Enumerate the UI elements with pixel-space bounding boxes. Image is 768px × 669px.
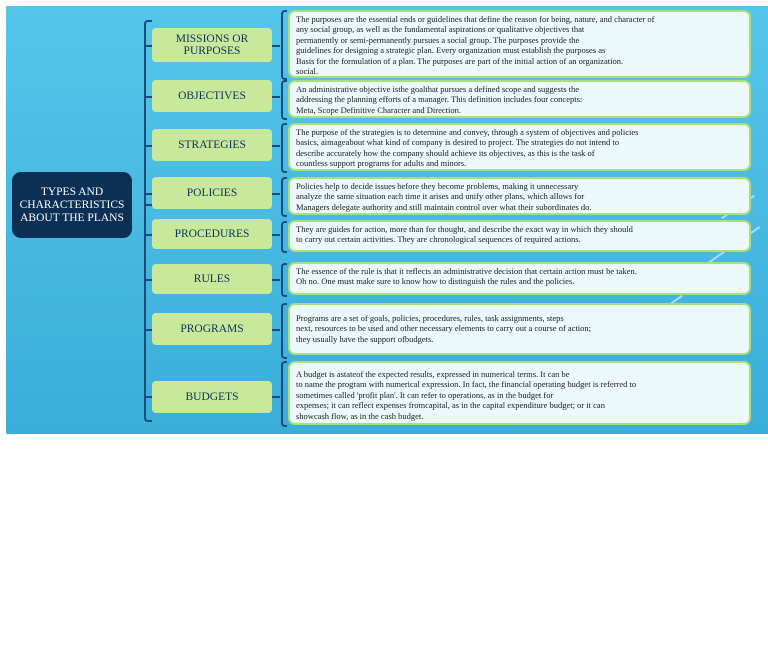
description-policies	[288, 177, 751, 215]
description-rules	[288, 262, 751, 295]
description-strategies	[288, 123, 751, 171]
description-line: Meta, Scope Definitive Character and Direction.	[296, 104, 461, 115]
category-label: POLICIES	[186, 187, 238, 199]
category-budgets	[152, 381, 272, 413]
category-connector	[272, 145, 280, 147]
description-bracket	[281, 10, 287, 80]
category-label: PROCEDURES	[174, 228, 250, 240]
description-line: Basis for the formulation of a plan. The purposes are part of the initial action of an organization.	[296, 55, 624, 66]
category-connector	[272, 96, 280, 98]
root-label: TYPES AND CHARACTERISTICS ABOUT THE PLANS	[19, 185, 125, 224]
description-line: Policies help to decide issues before they become problems, making it unnecessary	[296, 181, 579, 191]
description-line: basics, aimageabout what kind of company is desired to project. The strategies do not intend to	[296, 137, 619, 148]
description-line: The purposes are the essential ends or guidelines that define the reason for being, nature, and character of	[296, 14, 655, 24]
category-connector	[272, 45, 280, 47]
category-programs	[152, 313, 272, 345]
description-line: They are guides for action, more than for thought, and describe the exact way in which they should	[296, 224, 633, 234]
description-bracket	[281, 361, 287, 427]
description-line: social.	[296, 66, 318, 77]
diagram-canvas	[6, 6, 768, 434]
description-line: guidelines for designing a strategic plan. Every organization must establish the purposes as	[296, 45, 606, 56]
category-label: OBJECTIVES	[178, 90, 246, 102]
description-line: next, resources to be used and other necessary elements to carry out a course of action;	[296, 323, 592, 334]
description-line: to name the program with numerical expression. In fact, the financial operating budget is referred to	[296, 379, 637, 390]
description-procedures	[288, 220, 751, 252]
description-line: countless support programs for adults and minors.	[296, 158, 467, 169]
description-line: A budget is astateof the expected results, expressed in numerical terms. It can be	[296, 369, 570, 379]
description-line: Programs are a set of goals, policies, procedures, rules, task assignments, steps	[296, 313, 564, 323]
main-bracket	[144, 20, 152, 422]
category-label: MISSIONS OR PURPOSES	[175, 33, 249, 57]
category-policies	[152, 177, 272, 209]
description-bracket	[281, 177, 287, 217]
description-line: any social group, as well as the fundamental aspirations or qualitative objectives that	[296, 24, 585, 35]
description-bracket	[281, 80, 287, 120]
category-connector	[272, 193, 280, 195]
description-objectives	[288, 80, 751, 118]
category-connector	[272, 279, 280, 281]
description-line: Oh no. One must make sure to know how to distinguish the rules and the policies.	[296, 276, 575, 287]
description-line: to carry out certain activities. They are chronological sequences of required actions.	[296, 234, 581, 245]
description-budgets	[288, 361, 751, 425]
category-connector	[272, 329, 280, 331]
description-bracket	[281, 263, 287, 297]
category-label: STRATEGIES	[178, 139, 246, 151]
description-bracket	[281, 123, 287, 173]
description-line: sometimes called 'profit plan'. It can refer to operations, as in the budget for	[296, 389, 554, 400]
description-line: The purpose of the strategies is to determine and convey, through a system of objectives and policies	[296, 127, 639, 137]
description-programs	[288, 303, 751, 355]
description-bracket	[281, 221, 287, 253]
category-rules	[152, 264, 272, 294]
description-line: showcash flow, as in the cash budget.	[296, 410, 424, 421]
category-procedures	[152, 219, 272, 249]
category-connector	[272, 234, 280, 236]
description-line: An administrative objective isthe goalthat pursues a defined scope and suggests the	[296, 84, 580, 94]
category-strategies	[152, 129, 272, 161]
description-line: permanently or semi-permanently pursues a social group. The purposes provide the	[296, 34, 580, 45]
category-label: BUDGETS	[185, 391, 239, 403]
description-line: expenses; it can reflect expenses fromcapital, as in the capital expenditure budget; or it can	[296, 400, 605, 411]
category-label: RULES	[193, 273, 231, 285]
description-line: The essence of the rule is that it reflects an administrative decision that certain action must be taken.	[296, 266, 637, 276]
category-label: PROGRAMS	[180, 323, 244, 335]
description-line: Managers delegate authority and still maintain control over what their subordinates do.	[296, 201, 592, 212]
description-bracket	[281, 303, 287, 359]
category-objectives	[152, 80, 272, 112]
category-connector	[272, 396, 280, 398]
description-line: describe accurately how the company should achieve its objectives, as this is the task of	[296, 147, 595, 158]
description-line: addressing the planning efforts of a manager. This definition includes four concepts:	[296, 94, 583, 105]
root-node	[12, 172, 132, 238]
description-line: analyze the same situation each time it arises and unify other plans, which allows for	[296, 191, 585, 202]
description-missions-or-purposes	[288, 10, 751, 78]
description-line: they usually have the support ofbudgets.	[296, 333, 434, 344]
category-missions-or-purposes	[152, 28, 272, 62]
